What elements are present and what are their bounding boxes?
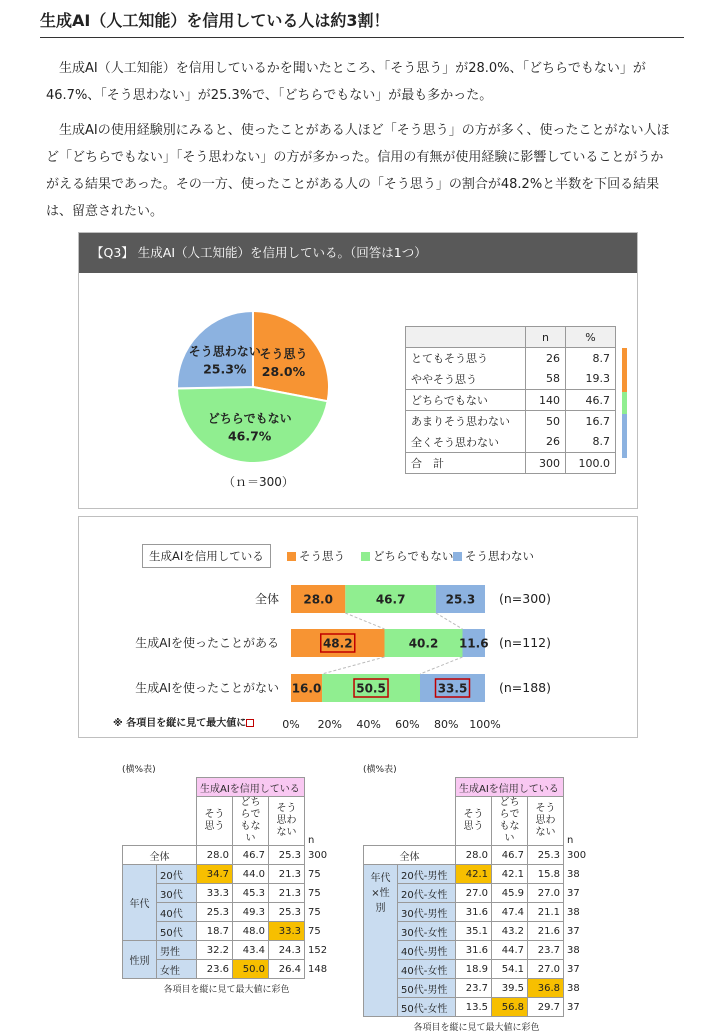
table-value: 27.0 <box>456 884 492 903</box>
axis-tick-label: 40% <box>356 718 381 731</box>
row-label: 男性 <box>157 941 197 960</box>
table-value: 29.7 <box>528 998 564 1017</box>
row-label: 全くそう思わない <box>406 432 526 453</box>
total-pct: 100.0 <box>566 453 616 474</box>
row-label: 50代-女性 <box>398 998 456 1017</box>
table-value: 33.3 <box>269 922 305 941</box>
table-value: 49.3 <box>233 903 269 922</box>
bar-panel <box>78 516 638 738</box>
neutral-accent <box>622 392 627 414</box>
table-value: 21.6 <box>528 922 564 941</box>
row-n: 37 <box>567 1001 580 1013</box>
table-value: 36.8 <box>528 979 564 998</box>
axis-tick-label: 100% <box>469 718 501 731</box>
axis-tick-label: 0% <box>282 718 300 731</box>
bar-value-label: 16.0 <box>291 681 322 696</box>
row-n: 26 <box>526 432 566 453</box>
total-value: 46.7 <box>492 846 528 865</box>
bar-value-label: 46.7 <box>375 592 406 607</box>
row-label: 40代 <box>157 903 197 922</box>
row-label: 30代-男性 <box>398 903 456 922</box>
total-label: 合 計 <box>406 453 526 474</box>
table-value: 13.5 <box>456 998 492 1017</box>
row-label: 50代 <box>157 922 197 941</box>
bar-n-label: (n=300) <box>499 591 552 606</box>
row-label: 20代 <box>157 865 197 884</box>
table-value: 44.0 <box>233 865 269 884</box>
row-n: 38 <box>567 906 580 918</box>
n-header: n <box>567 834 574 846</box>
col-pct-header: % <box>566 327 616 348</box>
bar-n-label: (n=188) <box>499 680 552 695</box>
pie-panel <box>78 232 638 509</box>
row-n: 50 <box>526 411 566 432</box>
table-value: 15.8 <box>528 865 564 884</box>
bar-value-label: 40.2 <box>408 636 439 651</box>
row-n: 75 <box>308 925 321 937</box>
table-value: 42.1 <box>492 865 528 884</box>
axis-tick-label: 60% <box>395 718 420 731</box>
row-label: あまりそう思わない <box>406 411 526 432</box>
row-pct: 46.7 <box>566 390 616 411</box>
row-pct: 8.7 <box>566 348 616 369</box>
table-value: 31.6 <box>456 903 492 922</box>
blank-cell <box>305 778 331 797</box>
blank-cell <box>364 797 456 846</box>
blank-cell <box>364 778 456 797</box>
table-footer: 各項目を縦に見て最大値に彩色 <box>413 1023 540 1033</box>
table-value: 21.3 <box>269 865 305 884</box>
table-header: 生成AIを信用している <box>456 778 564 797</box>
pie-slice-label: そう思う <box>259 346 308 361</box>
table-value: 42.1 <box>456 865 492 884</box>
legend-label: そう思わない <box>465 549 534 563</box>
table-value: 25.3 <box>269 903 305 922</box>
bar-value-label: 50.5 <box>356 681 386 696</box>
row-label: 40代-男性 <box>398 941 456 960</box>
row-n: 75 <box>308 868 321 880</box>
summary-table <box>405 326 616 474</box>
connector-line <box>345 613 384 629</box>
disagree-accent <box>622 414 627 458</box>
connector-line <box>420 657 462 674</box>
row-label: 40代-女性 <box>398 960 456 979</box>
total-label: 全体 <box>364 846 456 865</box>
pie-slice-value: 28.0% <box>261 363 306 379</box>
table-value: 35.1 <box>456 922 492 941</box>
total-n: 300 <box>526 453 566 474</box>
table-value: 56.8 <box>492 998 528 1017</box>
n-header: n <box>308 834 315 846</box>
table-value: 33.3 <box>197 884 233 903</box>
column-header: そう思う <box>197 797 233 846</box>
bar-value-label: 33.5 <box>437 681 468 696</box>
paragraph-2: 生成AIの使用経験別にみると、使ったことがある人ほど「そう思う」の方が多く、使ったことがない人ほど「どちらでもない」「そう思わない」の方が多かった。信用の有無が使用経験に影響していることがうかがえる結果であった。その一方、使ったことがある人の「そう思う」の割合が48.2%と半数を下回る結果は、留意されたい。 <box>46 123 670 219</box>
row-label: 30代-女性 <box>398 922 456 941</box>
total-value: 28.0 <box>456 846 492 865</box>
row-n: 148 <box>308 963 328 975</box>
column-header: そう思う <box>456 797 492 846</box>
row-n: 38 <box>567 944 580 956</box>
column-header: どちらでもない <box>492 797 528 846</box>
row-label: 20代-女性 <box>398 884 456 903</box>
table-value: 31.6 <box>456 941 492 960</box>
row-n: 38 <box>567 868 580 880</box>
table-caption: (横%表) <box>363 765 397 775</box>
page-title: 生成AI（人工知能）を信用している人は約3割！ <box>40 8 684 38</box>
total-n: 300 <box>567 849 587 861</box>
row-label: ややそう思う <box>406 369 526 390</box>
row-n: 152 <box>308 944 328 956</box>
table-value: 39.5 <box>492 979 528 998</box>
row-label: 20代-男性 <box>398 865 456 884</box>
connector-line <box>436 613 463 629</box>
cross-table-left <box>122 762 331 995</box>
note-text: ※ 各項目を縦に見て最大値に <box>113 718 247 729</box>
group-label: 年代 <box>123 865 157 941</box>
pie-chart <box>79 273 399 473</box>
legend-label: どちらでもない <box>373 549 454 563</box>
table-value: 54.1 <box>492 960 528 979</box>
table-value: 18.7 <box>197 922 233 941</box>
connector-line <box>322 657 384 674</box>
total-value: 25.3 <box>269 846 305 865</box>
table-value: 45.9 <box>492 884 528 903</box>
bar-value-label: 48.2 <box>322 636 353 651</box>
table-value: 32.2 <box>197 941 233 960</box>
table-value: 34.7 <box>197 865 233 884</box>
bar-value-label: 11.6 <box>458 636 489 651</box>
blank-cell <box>123 778 197 797</box>
bar-row-label: 生成AIを使ったことがある <box>135 636 279 650</box>
row-label: どちらでもない <box>406 390 526 411</box>
paragraph-1: 生成AI（人工知能）を信用しているかを聞いたところ、「そう思う」が28.0%、「どちらでもない」が46.7%、「そう思わない」が25.3%で、「どちらでもない」が最も多かった。 <box>46 61 646 103</box>
table-value: 23.7 <box>456 979 492 998</box>
table-caption: (横%表) <box>122 765 156 775</box>
pie-slice-value: 25.3% <box>203 361 247 377</box>
row-n: 37 <box>567 887 580 899</box>
table-value: 21.3 <box>269 884 305 903</box>
row-label: とてもそう思う <box>406 348 526 369</box>
total-n: 300 <box>308 849 328 861</box>
table-value: 24.3 <box>269 941 305 960</box>
table-value: 25.3 <box>197 903 233 922</box>
row-n: 26 <box>526 348 566 369</box>
row-label: 30代 <box>157 884 197 903</box>
total-value: 46.7 <box>233 846 269 865</box>
axis-tick-label: 80% <box>433 718 459 731</box>
col-n-header: n <box>526 327 566 348</box>
total-value: 25.3 <box>528 846 564 865</box>
bar-n-label: (n=112) <box>499 635 552 650</box>
pie-n-label: （ｎ＝300） <box>223 475 294 489</box>
column-header: そう思わない <box>528 797 564 846</box>
table-value: 45.3 <box>233 884 269 903</box>
row-pct: 16.7 <box>566 411 616 432</box>
row-n: 37 <box>567 925 580 937</box>
table-header: 生成AIを信用している <box>197 778 305 797</box>
agree-accent <box>622 348 627 392</box>
blank-cell <box>123 797 197 846</box>
row-n: 38 <box>567 982 580 994</box>
row-n: 75 <box>308 906 321 918</box>
row-label: 女性 <box>157 960 197 979</box>
chart-note <box>113 714 254 729</box>
bar-chart <box>79 517 639 739</box>
group-label: 性別 <box>123 941 157 979</box>
table-value: 23.7 <box>528 941 564 960</box>
bar-value-label: 28.0 <box>303 592 333 607</box>
table-value: 43.2 <box>492 922 528 941</box>
row-n: 75 <box>308 887 321 899</box>
table-value: 50.0 <box>233 960 269 979</box>
axis-tick-label: 20% <box>317 718 343 731</box>
table-value: 43.4 <box>233 941 269 960</box>
row-pct: 19.3 <box>566 369 616 390</box>
table-value: 47.4 <box>492 903 528 922</box>
table-value: 27.0 <box>528 960 564 979</box>
row-n: 58 <box>526 369 566 390</box>
cross-table-right <box>363 762 590 1033</box>
column-header: そう思わない <box>269 797 305 846</box>
row-n: 37 <box>567 963 580 975</box>
total-value: 28.0 <box>197 846 233 865</box>
legend-label: そう思う <box>299 549 345 563</box>
blank-cell <box>564 778 590 797</box>
pie-slice-value: 46.7% <box>227 428 272 444</box>
table-value: 27.0 <box>528 884 564 903</box>
bar-row-label: 生成AIを使ったことがない <box>135 681 279 695</box>
question-header: 【Q3】 生成AI（人工知能）を信用している。（回答は1つ） <box>79 233 637 273</box>
pie-slice-label: どちらでもない <box>207 411 292 426</box>
bar-value-label: 25.3 <box>445 592 476 607</box>
table-value: 44.7 <box>492 941 528 960</box>
table-value: 26.4 <box>269 960 305 979</box>
row-label: 50代-男性 <box>398 979 456 998</box>
row-pct: 8.7 <box>566 432 616 453</box>
row-n: 140 <box>526 390 566 411</box>
column-header: どちらでもない <box>233 797 269 846</box>
table-value: 23.6 <box>197 960 233 979</box>
bar-row-label: 全体 <box>254 592 279 606</box>
group-label: 年代×性別 <box>364 865 398 1017</box>
table-value: 48.0 <box>233 922 269 941</box>
pie-slice-label: そう思わない <box>188 344 261 359</box>
table-footer: 各項目を縦に見て最大値に彩色 <box>163 985 290 995</box>
table-value: 21.1 <box>528 903 564 922</box>
table-value: 18.9 <box>456 960 492 979</box>
legend-title: 生成AIを信用している <box>142 544 271 568</box>
total-label: 全体 <box>123 846 197 865</box>
